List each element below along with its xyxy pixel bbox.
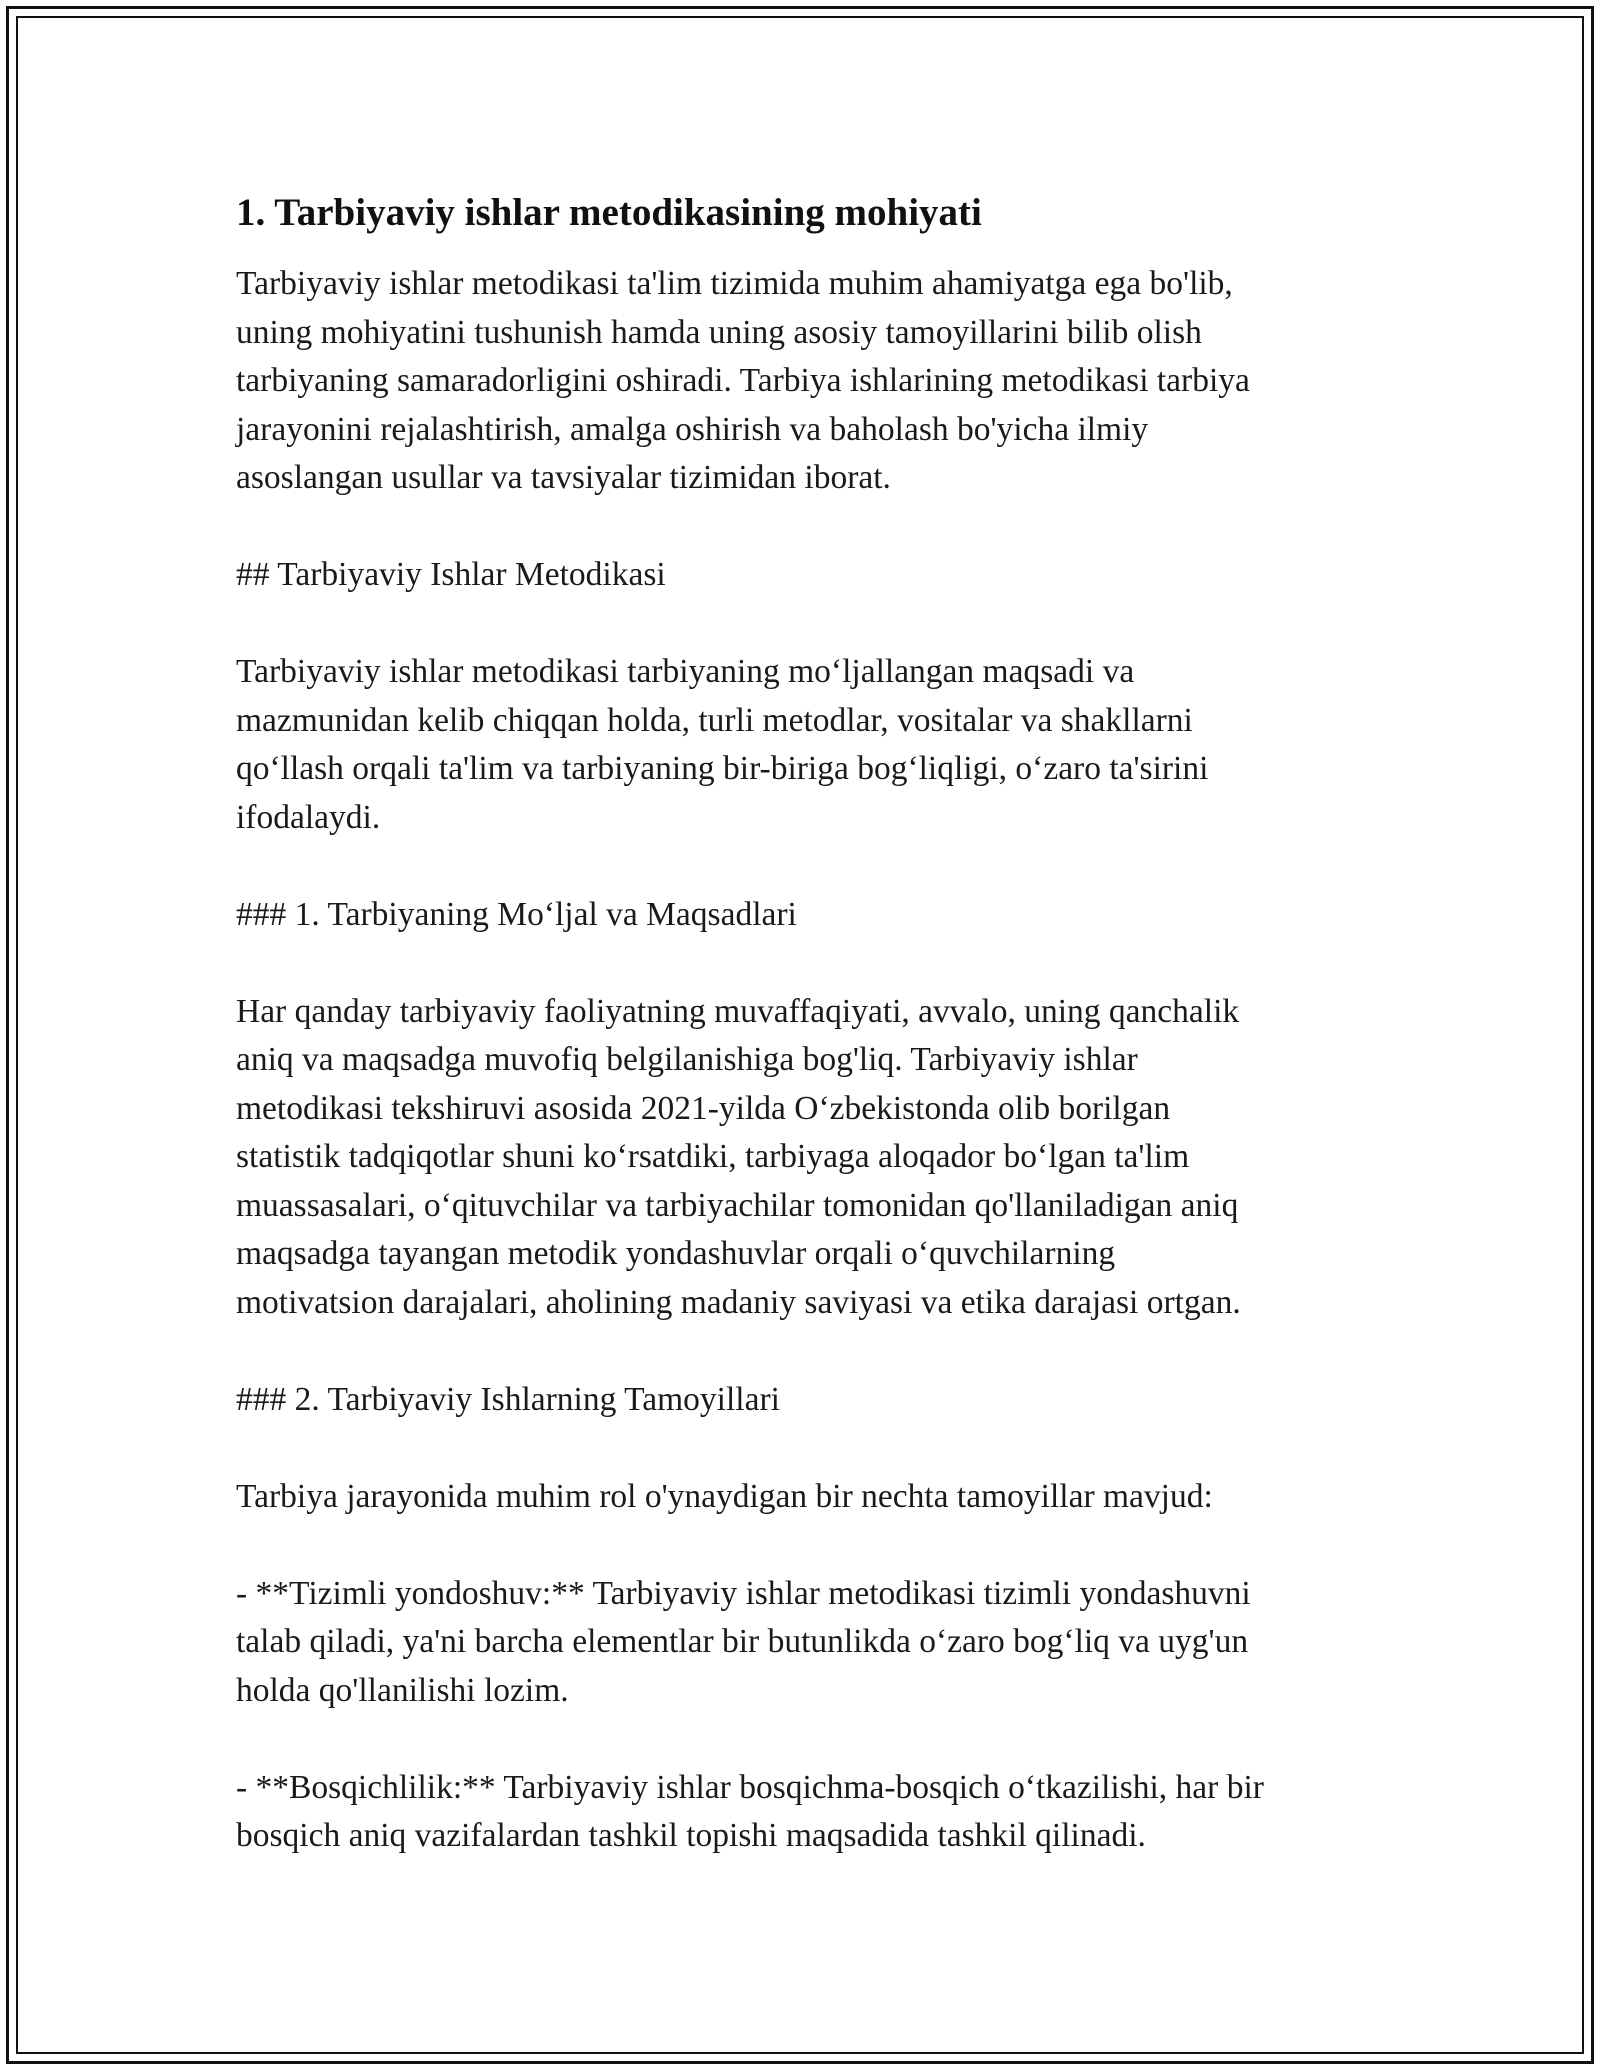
text-line: Tarbiyaviy ishlar metodikasi ta'lim tizimida muhim ahamiyatga ega bo'lib, <box>236 265 1233 302</box>
text-line: Har qanday tarbiyaviy faoliyatning muvaffaqiyati, avvalo, uning qanchalik <box>236 992 1240 1030</box>
subsection-heading-2 <box>236 1376 1376 1425</box>
document-title: 1. Tarbiyaviy ishlar metodikasining mohiyati <box>236 191 982 234</box>
section-heading-metodikasi <box>236 551 1376 600</box>
text-line: - **Tizimli yondoshuv:** Tarbiyaviy ishlar metodikasi tizimli yondashuvni <box>236 1574 1251 1612</box>
text-line: aniq va maqsadga muvofiq belgilanishiga bog'liq. Tarbiyaviy ishlar <box>236 1041 1138 1078</box>
text-line: tarbiyaning samaradorligini oshiradi. Tarbiya ishlarining metodikasi tarbiya <box>236 362 1250 399</box>
text-line: maqsadga tayangan metodik yondashuvlar orqali oʻquvchilarning <box>236 1235 1116 1272</box>
text-line: muassasalari, oʻqituvchilar va tarbiyachilar tomonidan qo'llaniladigan aniq <box>236 1186 1239 1224</box>
subsection-heading-1 <box>236 891 1376 940</box>
text-line: qoʻllash orqali ta'lim va tarbiyaning bir-biriga bogʻliqligi, oʻzaro ta'sirini <box>236 750 1209 787</box>
text-line: uning mohiyatini tushunish hamda uning asosiy tamoyillarini bilib olish <box>236 313 1202 351</box>
paragraph-intro <box>236 260 1376 503</box>
text-line: metodikasi tekshiruvi asosida 2021-yilda Oʻzbekistonda olib borilgan <box>236 1089 1171 1127</box>
text-line: motivatsion darajalari, aholining madaniy saviyasi va etika darajasi ortgan. <box>236 1283 1241 1321</box>
text-line: Tarbiya jarayonida muhim rol o'ynaydigan bir nechta tamoyillar mavjud: <box>236 1477 1213 1515</box>
text-line: asoslangan usullar va tavsiyalar tizimidan iborat. <box>236 459 891 496</box>
text-line: - **Bosqichlilik:** Tarbiyaviy ishlar bosqichma-bosqich oʻtkazilishi, har bir <box>236 1768 1264 1806</box>
text-line: talab qiladi, ya'ni barcha elementlar bir butunlikda oʻzaro bogʻliq va uyg'un <box>236 1623 1249 1660</box>
text-line: mazmunidan kelib chiqqan holda, turli metodlar, vositalar va shakllarni <box>236 701 1193 739</box>
text-line: bosqich aniq vazifalardan tashkil topishi maqsadida tashkil qilinadi. <box>236 1817 1146 1854</box>
text-line: jarayonini rejalashtirish, amalga oshirish va baholash bo'yicha ilmiy <box>236 410 1149 448</box>
document-body <box>236 186 1376 1909</box>
text-line: ### 2. Tarbiyaviy Ishlarning Tamoyillari <box>236 1380 780 1418</box>
text-line: statistik tadqiqotlar shuni koʻrsatdiki, tarbiyaga aloqador boʻlgan ta'lim <box>236 1138 1190 1175</box>
paragraph-maqsadlar <box>236 988 1376 1328</box>
text-line: Tarbiyaviy ishlar metodikasi tarbiyaning moʻljallangan maqsadi va <box>236 653 1135 690</box>
text-line: ### 1. Tarbiyaning Moʻljal va Maqsadlari <box>236 895 797 933</box>
paragraph-tamoyillar-intro <box>236 1473 1376 1522</box>
text-line: ## Tarbiyaviy Ishlar Metodikasi <box>236 556 666 593</box>
list-item-bosqichlilik <box>236 1764 1376 1861</box>
list-item-tizimli <box>236 1570 1376 1716</box>
text-line: holda qo'llanilishi lozim. <box>236 1671 569 1709</box>
text-line: ifodalaydi. <box>236 798 381 836</box>
paragraph-metodikasi <box>236 648 1376 842</box>
